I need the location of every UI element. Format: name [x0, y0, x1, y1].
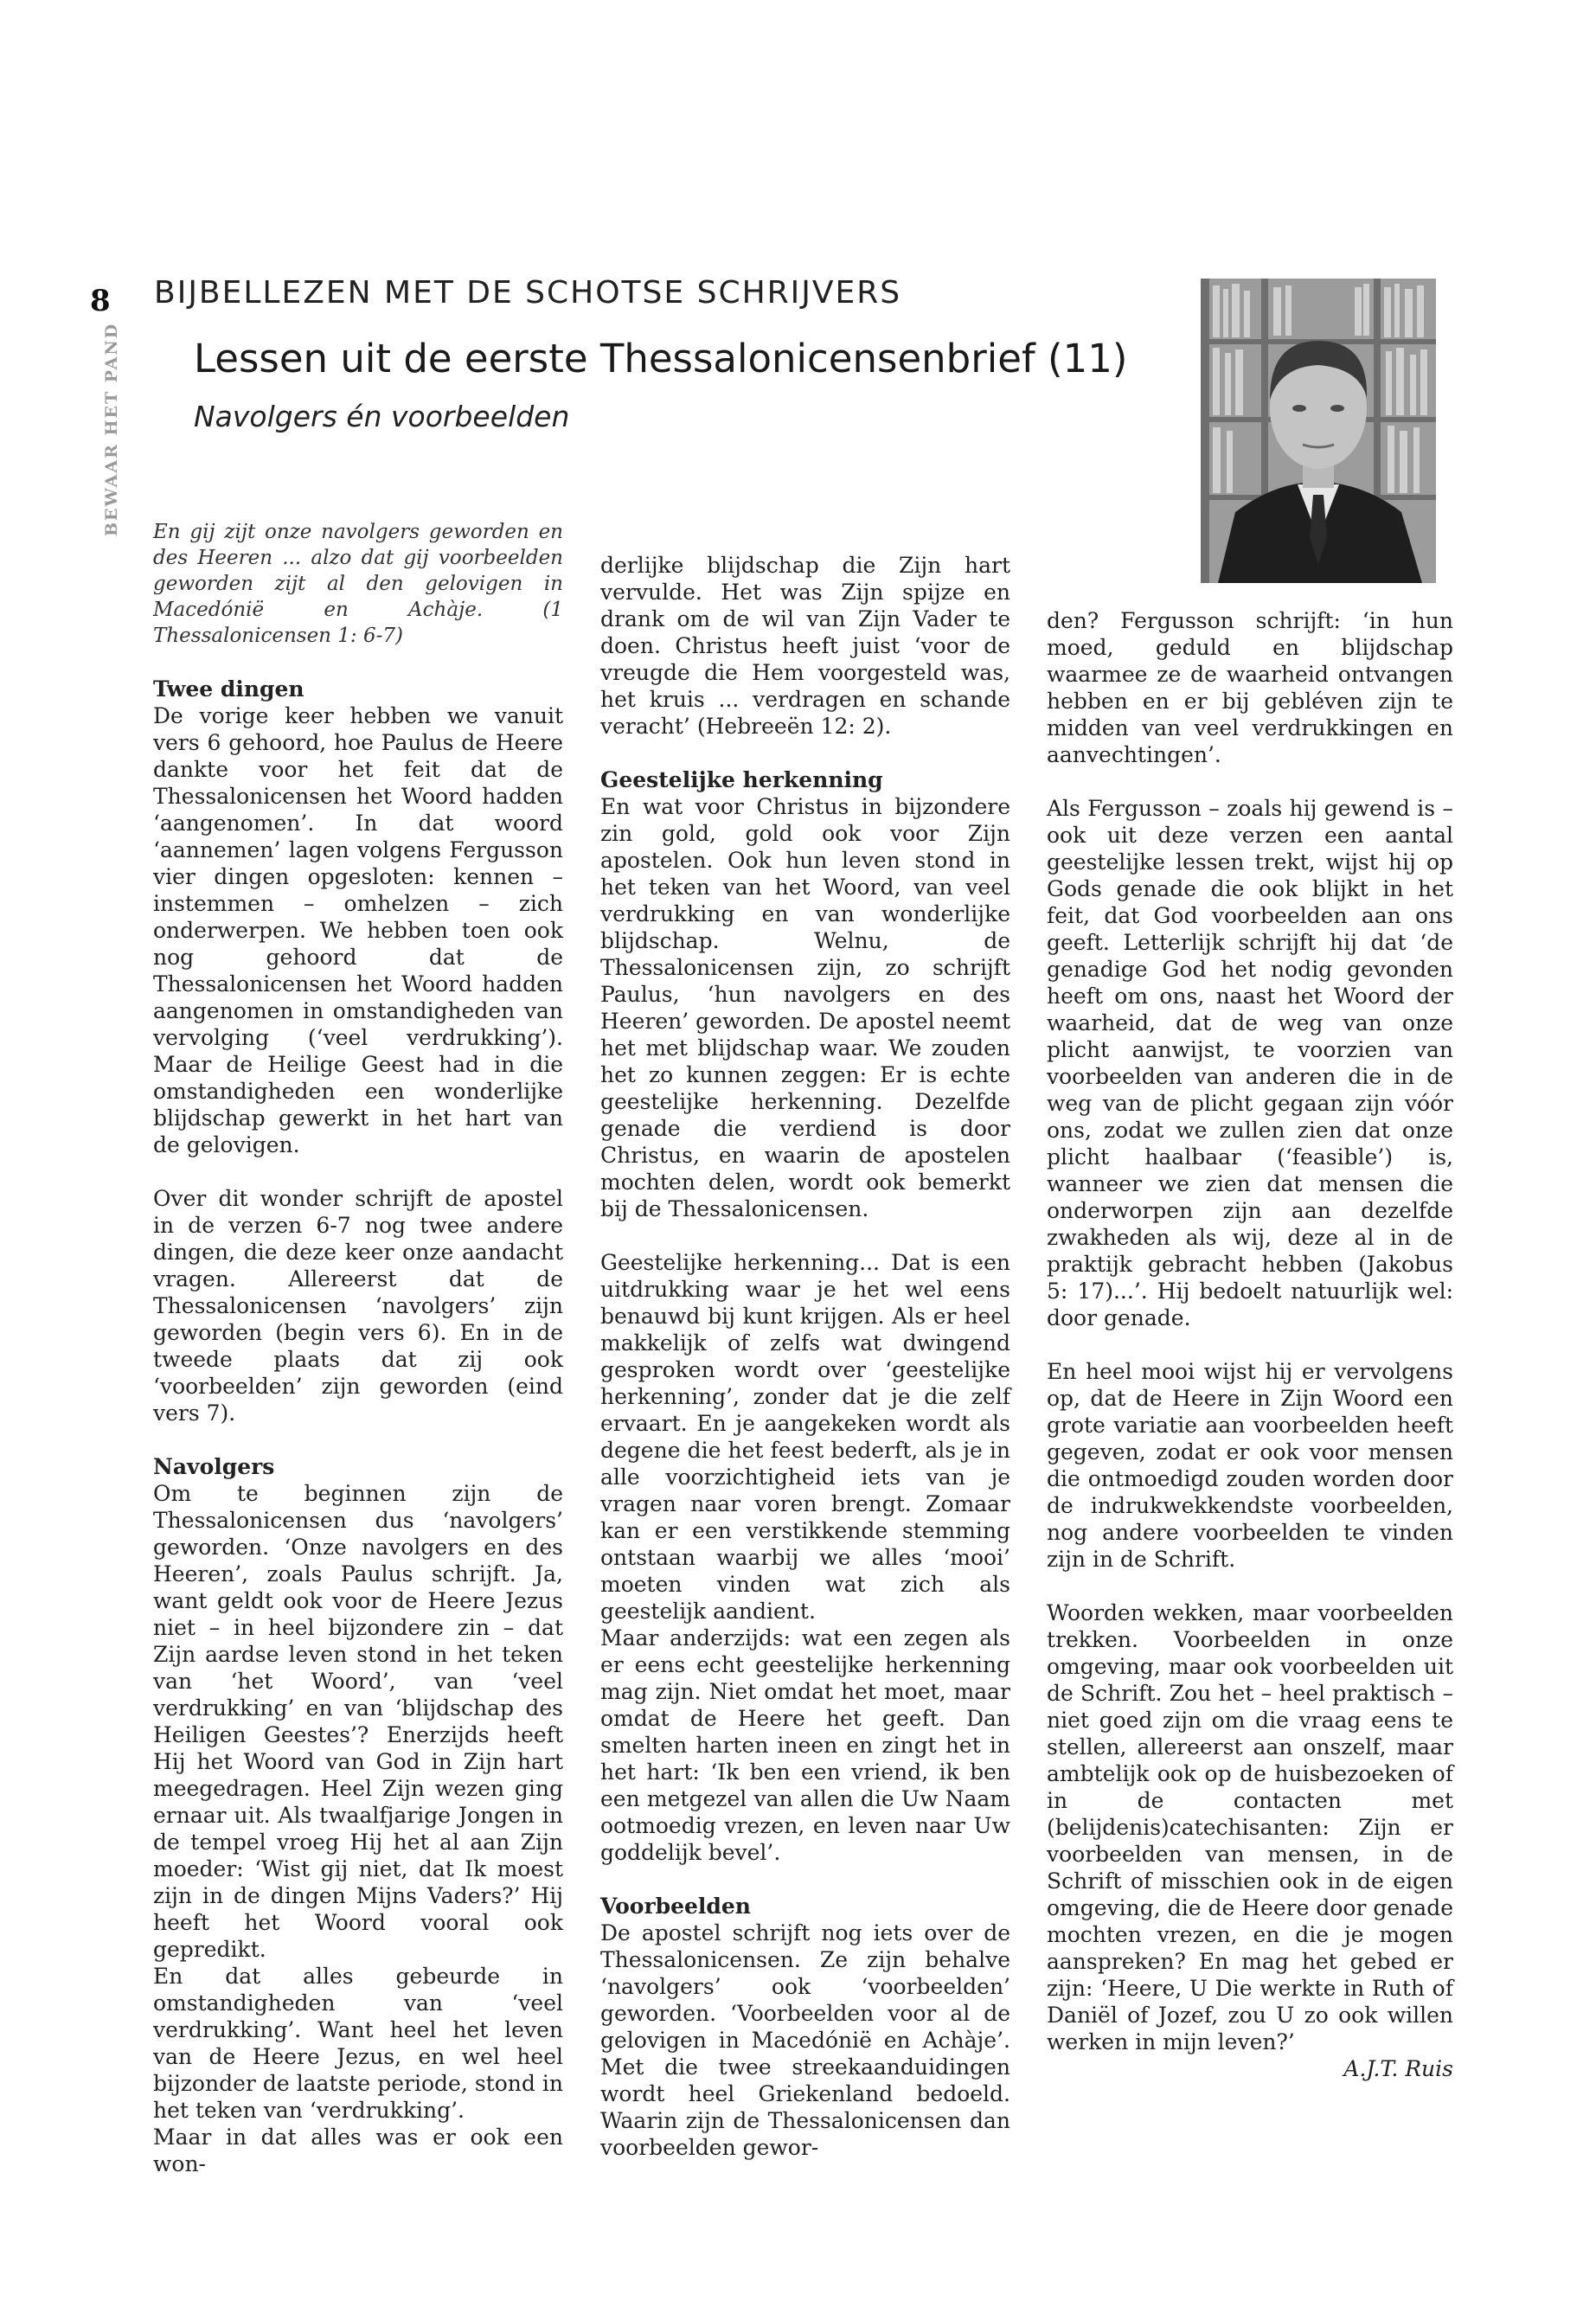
author-signature: A.J.T. Ruis — [1343, 2056, 1453, 2081]
author-portrait — [1201, 279, 1436, 583]
section-heading: Twee dingen — [153, 676, 304, 702]
author-portrait-image — [1201, 279, 1436, 583]
paragraph: Om te beginnen zijn de Thessalonicensen dus ‘navolgers’ geworden. ‘Onze navolgers en des Heeren’, zoals Paulus schrijft. Ja, want geldt ook voor de Heere Jezus niet – in heel bijzondere zin – dat Zijn aardse leven stond in het teken van ‘het Woord’, van ‘veel verdrukking’ en van ‘blijdschap des Heiligen Geestes’? Enerzijds heeft Hij het Woord van God in Zijn hart meegedragen. Heel Zijn wezen ging ernaar uit. Als twaalfjarige Jongen in de tempel vroeg Hij het al aan Zijn moeder: ‘Wist gij niet, dat Ik moest zijn in de dingen Mijns Vaders?’ Hij heeft het Woord vooral ook gepredikt. — [153, 1481, 563, 1962]
column-2 — [600, 552, 1010, 2161]
article-title: Lessen uit de eerste Thessalonicensenbrief (11) — [194, 336, 1128, 381]
paragraph: Als Fergusson – zoals hij gewend is – ook uit deze verzen een aantal geestelijke lessen trekt, wijst hij op Gods genade die ook blijkt in het feit, dat God voorbeelden aan ons geeft. Letterlijk schrijft hij dat ‘de genadige God het nodig gevonden heeft om ons, naast het Woord der waarheid, dat de weg van onze plicht aanwijst, te voorzien van voorbeelden van anderen die in de weg van de plicht gegaan zijn vóór ons, zodat we zullen zien dat onze plicht haalbaar (‘feasible’) is, wanneer we zien dat mensen die onderworpen zijn aan dezelfde zwakheden als wij, deze al in de praktijk gebracht hebben (Jakobus 5: 17)...’. Hij bedoelt natuurlijk wel: door genade. — [1047, 796, 1453, 1330]
section-heading: Navolgers — [153, 1454, 275, 1479]
paragraph: derlijke blijdschap die Zijn hart vervulde. Het was Zijn spijze en drank om de wil van Zijn Vader te doen. Christus heeft juist ‘voor de vreugde die Hem voorgesteld was, het kruis ... verdragen en schande veracht’ (Hebreeën 12: 2). — [600, 553, 1010, 739]
scripture-quote: En gij zijt onze navolgers geworden en des Heeren ... alzo dat gij voorbeelden geworden zijt al den gelovigen in Macedónië en Achàje. (1 Thessalonicensen 1: 6-7) — [153, 521, 563, 647]
paragraph: En wat voor Christus in bijzondere zin gold, gold ook voor Zijn apostelen. Ook hun leven stond in het teken van het Woord, van veel verdrukking en van wonderlijke blijdschap. Welnu, de Thessalonicensen zijn, zo schrijft Paulus, ‘hun navolgers en des Heeren’ geworden. De apostel neemt het met blijdschap waar. We zouden het zo kunnen zeggen: Er is echte geestelijke herkenning. Dezelfde genade die verdiend is door Christus, en waarin de apostelen mochten delen, wordt ook bemerkt bij de Thessalonicensen. — [600, 794, 1010, 1221]
paragraph: En heel mooi wijst hij er vervolgens op, dat de Heere in Zijn Woord een grote variatie aan voorbeelden heeft gegeven, zodat er ook voor mensen die ontmoedigd zouden worden door de indrukwekkendste voorbeelden, nog andere voorbeelden te vinden zijn in de Schrift. — [1047, 1359, 1453, 1572]
column-1 — [153, 519, 563, 2177]
section-heading: Voorbeelden — [600, 1894, 751, 1919]
paragraph: den? Fergusson schrijft: ‘in hun moed, geduld en blijdschap waarmee ze de waarheid ontvangen hebben en er bij gebléven zijn te midden van veel verdrukkingen en aanvechtingen’. — [1047, 608, 1453, 767]
paragraph: Maar in dat alles was er ook een won- — [153, 2125, 563, 2176]
paragraph: Maar anderzijds: wat een zegen als er eens echt geestelijke herkenning mag zijn. Niet omdat het moet, maar omdat de Heere het geeft. Dan smelten harten ineen en zingt het in het hart: ‘Ik ben een vriend, ik ben een metgezel van allen die Uw Naam ootmoedig vrezen, en leven naar Uw goddelijk bevel’. — [600, 1625, 1010, 1865]
paragraph: Over dit wonder schrijft de apostel in de verzen 6-7 nog twee andere dingen, die deze keer onze aandacht vragen. Allereerst dat de Thessalonicensen ‘navolgers’ zijn geworden (begin vers 6). En in de tweede plaats dat zij ook ‘voorbeelden’ zijn geworden (eind vers 7). — [153, 1186, 563, 1426]
page-number: 8 — [90, 284, 111, 318]
paragraph: En dat alles gebeurde in omstandigheden van ‘veel verdrukking’. Want heel het leven van de Heere Jezus, en wel heel bijzonder de laatste periode, stond in het teken van ‘verdrukking’. — [153, 1964, 563, 2123]
paragraph: De vorige keer hebben we vanuit vers 6 gehoord, hoe Paulus de Heere dankte voor het feit dat de Thessalonicensen het Woord hadden ‘aangenomen’. In dat woord ‘aannemen’ lagen volgens Fergusson vier dingen opgesloten: kennen – instemmen – omhelzen – zich onderwerpen. We hebben toen ook nog gehoord dat de Thessalonicensen het Woord hadden aangenomen in omstandigheden van vervolging (‘veel verdrukking’). Maar de Heilige Geest had in die omstandigheden een wonderlijke blijdschap gewerkt in het hart van de gelovigen. — [153, 703, 563, 1157]
series-title: BIJBELLEZEN MET DE SCHOTSE SCHRIJVERS — [154, 275, 902, 311]
section-side-label: BEWAAR HET PAND — [102, 322, 121, 536]
paragraph: De apostel schrijft nog iets over de Thessalonicensen. Ze zijn behalve ‘navolgers’ ook ‘voorbeelden’ geworden. ‘Voorbeelden voor al de gelovigen in Macedónië en Achàje’. Met die twee streekaanduidingen wordt heel Griekenland bedoeld. Waarin zijn de Thessalonicensen dan voorbeelden gewor- — [600, 1920, 1010, 2160]
column-3 — [1047, 607, 1453, 2082]
paragraph: Geestelijke herkenning... Dat is een uitdrukking waar je het wel eens benauwd bij kunt krijgen. Als er heel makkelijk of zelfs wat dwingend gesproken wordt over ‘geestelijke herkenning’, zonder dat je die zelf ervaart. En je aangekeken wordt als degene die het feest bederft, als je in alle voorzichtigheid iets van je vragen naar voren brengt. Zomaar kan er een verstikkende stemming ontstaan waarbij we alles ‘mooi’ moeten vinden wat zich als geestelijk aandient. — [600, 1250, 1010, 1624]
section-heading: Geestelijke herkenning — [600, 767, 883, 792]
article-subtitle: Navolgers én voorbeelden — [194, 400, 570, 433]
paragraph: Woorden wekken, maar voorbeelden trekken. Voorbeelden in onze omgeving, maar ook voorbeelden uit de Schrift. Zou het – heel praktisch – niet goed zijn om die vraag eens te stellen, allereerst aan onszelf, maar ambtelijk ook op de huisbezoeken of in de contacten met (belijdenis)catechisanten: Zijn er voorbeelden van mensen, in de Schrift of misschien ook in de eigen omgeving, die de Heere door genade mochten vrezen, en die je mogen aanspreken? En mag het gebed er zijn: ‘Heere, U Die werkte in Ruth of Daniël of Jozef, zou U zo ook willen werken in mijn leven?’ — [1047, 1600, 1453, 2054]
